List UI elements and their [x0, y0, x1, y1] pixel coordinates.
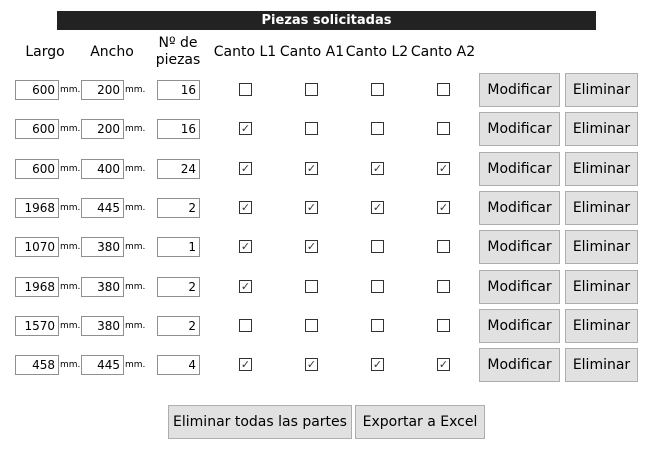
canto-a2-checkbox[interactable]: [437, 83, 450, 96]
checkmark-icon: ✓: [438, 162, 449, 175]
checkmark-icon: ✓: [438, 358, 449, 371]
checkmark-icon: ✓: [240, 122, 251, 135]
canto-a1-checkbox[interactable]: [305, 162, 318, 175]
canto-l1-checkbox[interactable]: [239, 83, 252, 96]
modify-button[interactable]: Modificar: [479, 112, 560, 146]
ancho-unit: mm.: [125, 242, 146, 252]
table-row: [0, 230, 653, 264]
canto-l2-checkbox[interactable]: [371, 358, 384, 371]
largo-unit: mm.: [60, 321, 81, 331]
canto-a1-checkbox[interactable]: [305, 122, 318, 135]
canto-l2-checkbox[interactable]: [371, 162, 384, 175]
export-excel-button[interactable]: Exportar a Excel: [355, 405, 485, 439]
largo-input[interactable]: 1968: [15, 277, 59, 297]
table-row: [0, 270, 653, 304]
canto-a2-checkbox[interactable]: [437, 162, 450, 175]
header-canto-a2: Canto A2: [410, 44, 476, 60]
canto-a2-checkbox[interactable]: [437, 358, 450, 371]
largo-input[interactable]: 1968: [15, 198, 59, 218]
canto-l1-checkbox[interactable]: [239, 240, 252, 253]
canto-a1-checkbox[interactable]: [305, 280, 318, 293]
delete-button[interactable]: Eliminar: [565, 152, 638, 186]
canto-l1-checkbox[interactable]: [239, 122, 252, 135]
checkmark-icon: ✓: [240, 240, 251, 253]
ancho-input[interactable]: 200: [81, 80, 124, 100]
checkmark-icon: ✓: [306, 240, 317, 253]
checkmark-icon: ✓: [240, 358, 251, 371]
checkmark-icon: ✓: [240, 280, 251, 293]
header-canto-l2: Canto L2: [345, 44, 409, 60]
largo-unit: mm.: [60, 85, 81, 95]
ancho-input[interactable]: 380: [81, 237, 124, 257]
modify-button[interactable]: Modificar: [479, 152, 560, 186]
checkmark-icon: ✓: [240, 201, 251, 214]
ancho-unit: mm.: [125, 85, 146, 95]
header-piezas-line1: Nº de: [158, 35, 198, 51]
ancho-unit: mm.: [125, 321, 146, 331]
piezas-input[interactable]: 2: [157, 316, 200, 336]
canto-l2-checkbox[interactable]: [371, 319, 384, 332]
largo-unit: mm.: [60, 242, 81, 252]
table-row: [0, 73, 653, 107]
delete-all-button[interactable]: Eliminar todas las partes: [168, 405, 352, 439]
ancho-input[interactable]: 380: [81, 277, 124, 297]
delete-button[interactable]: Eliminar: [565, 191, 638, 225]
ancho-unit: mm.: [125, 203, 146, 213]
ancho-input[interactable]: 400: [81, 159, 124, 179]
largo-input[interactable]: 600: [15, 80, 59, 100]
piezas-input[interactable]: 1: [157, 237, 200, 257]
largo-unit: mm.: [60, 203, 81, 213]
header-canto-a1: Canto A1: [279, 44, 345, 60]
table-row: [0, 112, 653, 146]
checkmark-icon: ✓: [372, 162, 383, 175]
canto-a2-checkbox[interactable]: [437, 201, 450, 214]
largo-input[interactable]: 458: [15, 355, 59, 375]
largo-unit: mm.: [60, 360, 81, 370]
canto-a2-checkbox[interactable]: [437, 280, 450, 293]
canto-l2-checkbox[interactable]: [371, 201, 384, 214]
ancho-input[interactable]: 445: [81, 198, 124, 218]
checkmark-icon: ✓: [240, 162, 251, 175]
ancho-input[interactable]: 445: [81, 355, 124, 375]
canto-a2-checkbox[interactable]: [437, 319, 450, 332]
canto-a1-checkbox[interactable]: [305, 240, 318, 253]
canto-l1-checkbox[interactable]: [239, 201, 252, 214]
canto-l2-checkbox[interactable]: [371, 83, 384, 96]
canto-l1-checkbox[interactable]: [239, 319, 252, 332]
ancho-unit: mm.: [125, 282, 146, 292]
checkmark-icon: ✓: [372, 201, 383, 214]
canto-l2-checkbox[interactable]: [371, 280, 384, 293]
header-piezas: [148, 35, 208, 69]
canto-a1-checkbox[interactable]: [305, 201, 318, 214]
ancho-unit: mm.: [125, 360, 146, 370]
piezas-input[interactable]: 16: [157, 119, 200, 139]
header-piezas-line2: piezas: [155, 52, 201, 68]
delete-button[interactable]: Eliminar: [565, 230, 638, 264]
delete-button[interactable]: Eliminar: [565, 270, 638, 304]
checkmark-icon: ✓: [306, 162, 317, 175]
largo-unit: mm.: [60, 124, 81, 134]
largo-input[interactable]: 1070: [15, 237, 59, 257]
table-row: [0, 348, 653, 382]
canto-l1-checkbox[interactable]: [239, 358, 252, 371]
delete-button[interactable]: Eliminar: [565, 348, 638, 382]
table-title: Piezas solicitadas: [57, 11, 596, 30]
ancho-input[interactable]: 380: [81, 316, 124, 336]
largo-input[interactable]: 600: [15, 159, 59, 179]
canto-l2-checkbox[interactable]: [371, 240, 384, 253]
checkmark-icon: ✓: [372, 358, 383, 371]
piezas-input[interactable]: 4: [157, 355, 200, 375]
largo-input[interactable]: 1570: [15, 316, 59, 336]
piezas-input[interactable]: 2: [157, 277, 200, 297]
checkmark-icon: ✓: [306, 358, 317, 371]
header-largo: Largo: [25, 44, 65, 60]
checkmark-icon: ✓: [438, 201, 449, 214]
delete-button[interactable]: Eliminar: [565, 112, 638, 146]
delete-button[interactable]: Eliminar: [565, 73, 638, 107]
canto-a1-checkbox[interactable]: [305, 83, 318, 96]
piezas-input[interactable]: 2: [157, 198, 200, 218]
piezas-input[interactable]: 24: [157, 159, 200, 179]
modify-button[interactable]: Modificar: [479, 270, 560, 304]
checkmark-icon: ✓: [306, 201, 317, 214]
modify-button[interactable]: Modificar: [479, 73, 560, 107]
canto-a2-checkbox[interactable]: [437, 122, 450, 135]
ancho-unit: mm.: [125, 124, 146, 134]
header-ancho: Ancho: [90, 44, 134, 60]
canto-a1-checkbox[interactable]: [305, 358, 318, 371]
largo-unit: mm.: [60, 282, 81, 292]
modify-button[interactable]: Modificar: [479, 230, 560, 264]
canto-a2-checkbox[interactable]: [437, 240, 450, 253]
ancho-unit: mm.: [125, 164, 146, 174]
delete-button[interactable]: Eliminar: [565, 309, 638, 343]
table-row: [0, 191, 653, 225]
largo-unit: mm.: [60, 164, 81, 174]
table-row: [0, 309, 653, 343]
canto-a1-checkbox[interactable]: [305, 319, 318, 332]
canto-l1-checkbox[interactable]: [239, 280, 252, 293]
header-canto-l1: Canto L1: [213, 44, 277, 60]
largo-input[interactable]: 600: [15, 119, 59, 139]
canto-l1-checkbox[interactable]: [239, 162, 252, 175]
modify-button[interactable]: Modificar: [479, 348, 560, 382]
ancho-input[interactable]: 200: [81, 119, 124, 139]
piezas-input[interactable]: 16: [157, 80, 200, 100]
modify-button[interactable]: Modificar: [479, 191, 560, 225]
canto-l2-checkbox[interactable]: [371, 122, 384, 135]
modify-button[interactable]: Modificar: [479, 309, 560, 343]
table-row: [0, 152, 653, 186]
